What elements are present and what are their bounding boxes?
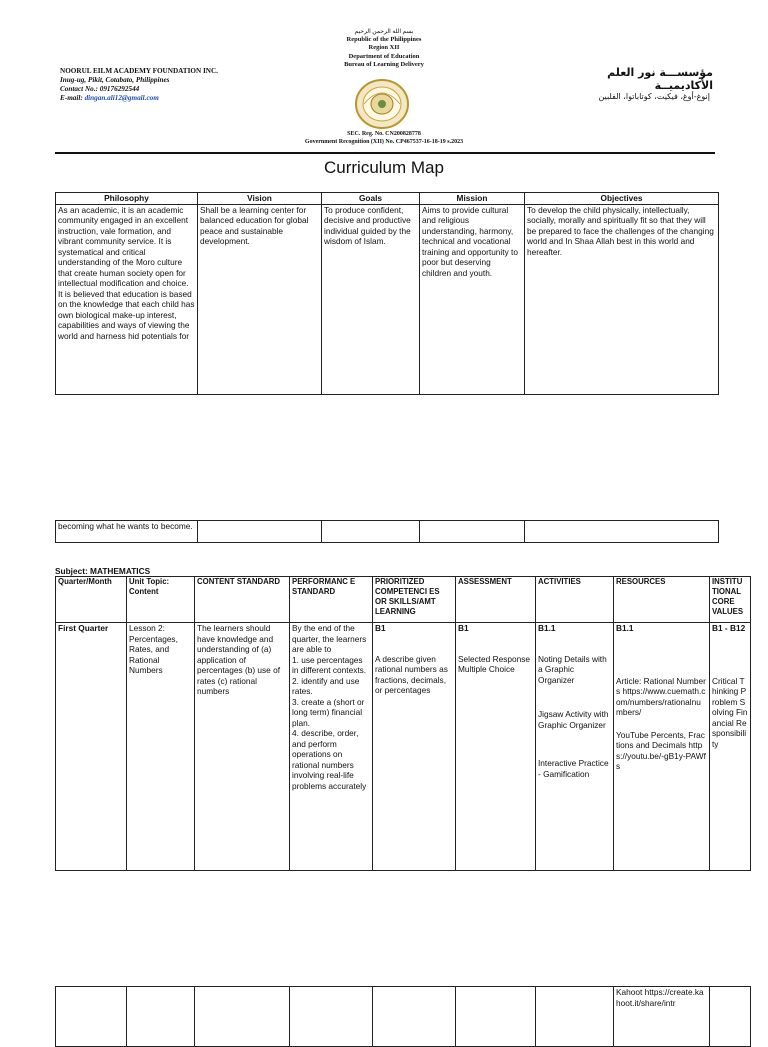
- empty-cell: [198, 521, 322, 543]
- subject-label: Subject: MATHEMATICS: [55, 566, 151, 576]
- activity-item: Interactive Practice - Gamification: [538, 758, 609, 779]
- empty-cell: [322, 521, 420, 543]
- resources-code: B1.1: [616, 623, 634, 633]
- vision-cell: Shall be a learning center for balanced education for global peace and sustainable development.: [198, 204, 322, 394]
- header-rule: [55, 152, 715, 154]
- col-assessment: ASSESSMENT: [456, 577, 536, 623]
- spacer: [538, 685, 611, 709]
- school-seal-logo: [354, 78, 410, 130]
- performance-intro: By the end of the quarter, the learners are able to: [292, 623, 367, 654]
- email-line: [60, 94, 290, 103]
- spacer: [616, 718, 707, 730]
- school-name: NOORUL EILM ACADEMY FOUNDATION INC.: [60, 67, 218, 75]
- assessment-cell: [456, 623, 536, 871]
- spacer: [616, 634, 707, 676]
- spacer: [458, 634, 533, 654]
- competency-text: A describe given rational numbers as fractions, decimals, or percentages: [375, 653, 448, 695]
- performance-item: 1. use percentages in different contexts.: [292, 654, 367, 675]
- letterhead-center: [264, 28, 504, 69]
- empty-cell: [195, 987, 290, 1047]
- resource-item: YouTube Percents, Fractions and Decimals https://youtu.be/-gB1y-PAWfs: [616, 729, 706, 771]
- col-competencies: PRIORITIZED COMPETENCI ES OR SKILLS/AMT LEARNING: [373, 577, 456, 623]
- content-standard-cell: The learners should have knowledge and understanding of (a) application of percentages (b) use of rates (c) rational numbers: [195, 623, 290, 871]
- header-vision: Vision: [198, 193, 322, 205]
- assessment-text: Selected Response Multiple Choice: [458, 653, 530, 674]
- core-values-cell: [710, 623, 751, 871]
- curriculum-map-table: [55, 576, 751, 871]
- empty-cell: [127, 987, 195, 1047]
- quarter-cell: First Quarter: [56, 623, 127, 871]
- header-mission: Mission: [420, 193, 525, 205]
- header-goals: Goals: [322, 193, 420, 205]
- assessment-code: B1: [458, 623, 469, 633]
- unit-cell: Lesson 2: Percentages, Rates, and Rational Numbers: [127, 623, 195, 871]
- core-values-text: Critical Thinking Problem Solving Financial Responsibility: [712, 675, 748, 749]
- spacer: [375, 634, 453, 654]
- col-quarter: Quarter/Month: [56, 577, 127, 623]
- spacer: [538, 634, 611, 654]
- empty-cell: [525, 521, 719, 543]
- performance-item: 3. create a (short or long term) financial plan.: [292, 696, 365, 728]
- core-values-code: B1 - B12: [712, 623, 746, 633]
- empty-cell: [456, 987, 536, 1047]
- school-address: Inug-ug, Pikit, Cotabato, Philippines: [60, 76, 170, 84]
- region-line: Region XII: [368, 44, 400, 52]
- col-content-standard: CONTENT STANDARD: [195, 577, 290, 623]
- col-core-values: INSTITU TIONAL CORE VALUES: [710, 577, 751, 623]
- sec-reg: SEC. Reg. No. CN200828778: [347, 131, 421, 137]
- competency-cell: [373, 623, 456, 871]
- col-unit-topic: Unit Topic: Content: [127, 577, 195, 623]
- empty-cell: [710, 987, 751, 1047]
- empty-cell: [373, 987, 456, 1047]
- activity-item: Noting Details with a Graphic Organizer: [538, 653, 607, 685]
- performance-item: 2. identify and use rates.: [292, 675, 360, 696]
- registration-block: [264, 131, 504, 146]
- performance-standard-cell: [290, 623, 373, 871]
- mission-cell: Aims to provide cultural and religious understanding, harmony, technical and vocational training and opportunity to poor but deserving children and youth.: [420, 204, 525, 394]
- contact-line: [60, 85, 290, 94]
- table-row: [56, 623, 751, 871]
- curriculum-map-table-continued: [55, 986, 751, 1047]
- empty-cell: [536, 987, 614, 1047]
- philosophy-text: As an academic, it is an academic community engaged in an excellent instruction, vale formation, and vibrant community service. It is systematical and critical understanding of the Moro culture that create human society open for intellectual modification and choice. It is believed that education is based on the knowledge that each child has own biological make-up interest, capabilities and ways of viewing the world and harness hid potentials for: [58, 204, 195, 341]
- spacer: [538, 730, 611, 758]
- activities-cell: [536, 623, 614, 871]
- arabic-address: إنوغ-أوغ، فيكيت، كوتاباتوا، الفلبين: [598, 92, 710, 101]
- performance-item: 4. describe, order, and perform operations on rational numbers involving real-life problems accurately: [292, 728, 367, 791]
- col-performance-standard: PERFORMANC E STANDARD: [290, 577, 373, 623]
- header-objectives: Objectives: [525, 193, 719, 205]
- resource-item: Article: Rational Numbers https://www.cuemath.com/numbers/rationalnumbers/: [616, 675, 706, 717]
- philosophy-cell: [56, 204, 198, 394]
- objectives-cell: To develop the child physically, intellectually, socially, morally and spiritually fit so that they will be prepared to face the challenges of the changing world and In Shaa Allah best in this world and hereafter.: [525, 204, 719, 394]
- empty-cell: [420, 521, 525, 543]
- contact-label: Contact No.:: [60, 85, 98, 93]
- activities-code: B1.1: [538, 623, 556, 633]
- contact-number: 09176292544: [99, 85, 140, 93]
- pmv-table-continued: [55, 520, 719, 543]
- pmv-table: [55, 192, 719, 395]
- col-activities: ACTIVITIES: [536, 577, 614, 623]
- bureau-line: Bureau of Learning Delivery: [344, 60, 424, 68]
- goals-cell: To produce confident, decisive and productive individual guided by the wisdom of Islam.: [322, 204, 420, 394]
- page-title: Curriculum Map: [324, 158, 444, 177]
- gov-recognition: Government Recognition (XII) No. CP467537-16-18-19 s.2023: [304, 138, 464, 145]
- resource-continued: Kahoot https://create.kahoot.it/share/intr: [614, 987, 710, 1047]
- school-contact-block: [60, 67, 290, 103]
- philosophy-continued: becoming what he wants to become.: [56, 521, 198, 543]
- country-line: Republic of the Philippines: [346, 36, 422, 44]
- col-resources: RESOURCES: [614, 577, 710, 623]
- arabic-school-name: مؤسســـة نور العلم الأكاديميــة: [607, 66, 713, 92]
- resources-cell: [614, 623, 710, 871]
- empty-cell: [56, 987, 127, 1047]
- department-line: Department of Education: [348, 52, 420, 60]
- empty-cell: [290, 987, 373, 1047]
- email-label: E-mail:: [60, 94, 83, 102]
- email-link[interactable]: dingan.ali12@gmail.com: [84, 94, 159, 102]
- bismillah: بسم الله الرحمن الرحيم: [354, 29, 414, 35]
- competency-code: B1: [375, 623, 386, 633]
- header-philosophy: Philosophy: [56, 193, 198, 205]
- spacer: [712, 634, 748, 676]
- activity-item: Jigsaw Activity with Graphic Organizer: [538, 709, 609, 730]
